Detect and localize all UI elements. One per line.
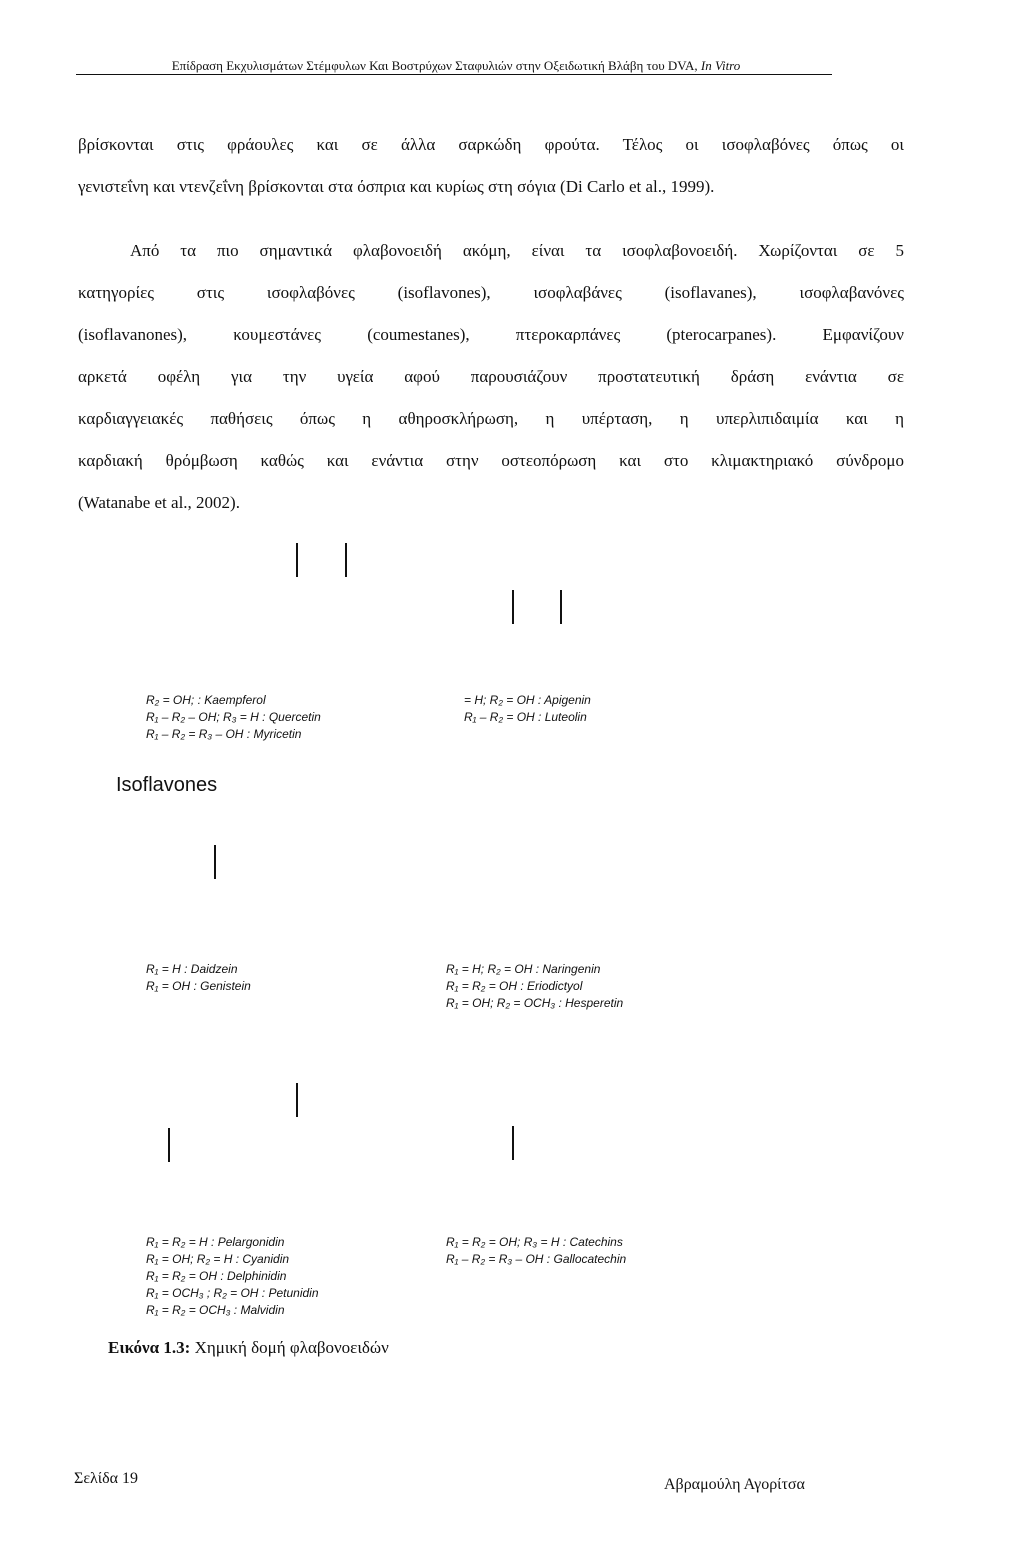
paragraph-2	[78, 230, 904, 524]
paragraph-2-line-5: καρδιαγγειακές παθήσεις όπως η αθηροσκλήρωση, η υπέρταση, η υπερλιπιδαιμία και η	[78, 409, 904, 428]
anthocyanidin-malvidin: R₁ = R₂ = OCH₃ : Malvidin	[146, 1303, 285, 1317]
structure-bond	[296, 543, 298, 577]
isoflavone-daidzein: R₁ = H : Daidzein	[146, 962, 238, 976]
flavonols-legend	[146, 692, 321, 743]
flavones-legend	[464, 692, 591, 726]
structure-bond	[214, 845, 216, 879]
flavanols-legend	[446, 1234, 626, 1268]
running-title-italic: In Vitro	[700, 58, 741, 73]
paragraph-1-line-2: γενιστεΐνη και ντενζεΐνη βρίσκονται στα όσπρια και κυρίως στη σόγια (Di Carlo et al., 1999).	[78, 177, 715, 196]
flavonol-kaempferol: R₂ = OH; : Kaempferol	[146, 693, 266, 707]
anthocyanidin-petunidin: R₁ = OCH₃ ; R₂ = OH : Petunidin	[146, 1286, 319, 1300]
flavone-apigenin: = H; R₂ = OH : Apigenin	[464, 693, 591, 707]
running-title: Επίδραση Εκχυλισμάτων Στέμφυλων Και Βοστρύχων Σταφυλιών στην Οξειδωτική Βλάβη του DVA,	[171, 58, 701, 73]
anthocyanidin-cyanidin: R₁ = OH; R₂ = H : Cyanidin	[146, 1252, 290, 1266]
paragraph-2-line-3: (isoflavanones), κουμεστάνες (coumestanes), πτεροκαρπάνες (pterocarpanes). Εμφανίζουν	[78, 325, 904, 344]
flavanol-gallocatechin: R₁ – R₂ = R₃ – OH : Gallocatechin	[446, 1252, 627, 1266]
flavanol-catechins: R₁ = R₂ = OH; R₃ = H : Catechins	[446, 1235, 623, 1249]
author-name: Αβραμούλη Αγορίτσα	[664, 1476, 805, 1493]
structure-bond	[560, 590, 562, 624]
flavonol-myricetin: R₁ – R₂ = R₃ – OH : Myricetin	[146, 727, 302, 741]
flavanone-eriodictyol: R₁ = R₂ = OH : Eriodictyol	[446, 979, 583, 993]
paragraph-2-line-1: Από τα πιο σημαντικά φλαβονοειδή ακόμη, είναι τα ισοφλαβονοειδή. Χωρίζονται σε 5	[130, 241, 904, 260]
flavone-luteolin: R₁ – R₂ = OH : Luteolin	[464, 710, 587, 724]
anthocyanidins-legend	[146, 1234, 319, 1319]
isoflavones-legend	[146, 961, 251, 995]
paragraph-2-line-2: κατηγορίες στις ισοφλαβόνες (isoflavones), ισοφλαβάνες (isoflavanes), ισοφλαβανόνες	[78, 283, 904, 302]
flavanone-hesperetin: R₁ = OH; R₂ = OCH₃ : Hesperetin	[446, 996, 624, 1010]
running-header	[76, 58, 836, 74]
structure-bond	[296, 1083, 298, 1117]
structure-bond	[345, 543, 347, 577]
figure-caption-label: Εικόνα 1.3:	[108, 1338, 191, 1357]
anthocyanidin-pelargonidin: R₁ = R₂ = H : Pelargonidin	[146, 1235, 285, 1249]
paragraph-1	[78, 124, 904, 208]
flavanone-naringenin: R₁ = H; R₂ = OH : Naringenin	[446, 962, 601, 976]
isoflavone-genistein: R₁ = OH : Genistein	[146, 979, 251, 993]
paragraph-2-line-6: καρδιακή θρόμβωση καθώς και ενάντια στην οστεοπόρωση και στο κλιμακτηριακό σύνδρομο	[78, 451, 904, 470]
paragraph-2-line-7: (Watanabe et al., 2002).	[78, 493, 240, 512]
paragraph-1-line-1: βρίσκονται στις φράουλες και σε άλλα σαρκώδη φρούτα. Τέλος οι ισοφλαβόνες όπως οι	[78, 135, 904, 154]
paragraph-2-line-4: αρκετά οφέλη για την υγεία αφού παρουσιάζουν προστατευτική δράση ενάντια σε	[78, 367, 904, 386]
structure-bond	[512, 590, 514, 624]
structure-bond	[168, 1128, 170, 1162]
structure-bond	[512, 1126, 514, 1160]
header-rule	[76, 74, 832, 75]
figure-caption	[108, 1338, 389, 1358]
figure-caption-text: Χημική δομή φλαβονοειδών	[190, 1338, 389, 1357]
flavanones-legend	[446, 961, 623, 1012]
flavonol-quercetin: R₁ – R₂ – OH; R₃ = H : Quercetin	[146, 710, 321, 724]
anthocyanidin-delphinidin: R₁ = R₂ = OH : Delphinidin	[146, 1269, 287, 1283]
isoflavones-label: Isoflavones	[116, 774, 218, 796]
page-number: Σελίδα 19	[74, 1470, 139, 1487]
